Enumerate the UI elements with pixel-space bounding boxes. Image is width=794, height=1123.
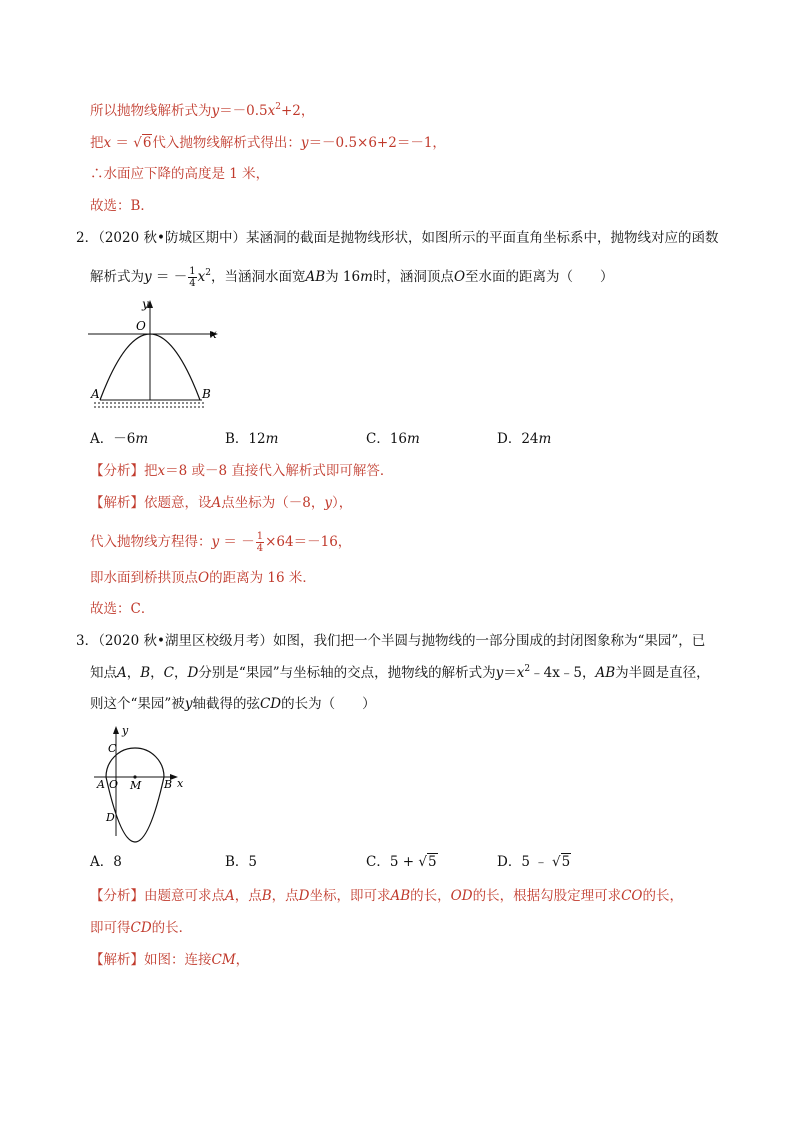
q2-option-c[interactable]: C．16m bbox=[366, 431, 420, 447]
q3-option-b[interactable]: B．5 bbox=[225, 854, 258, 870]
q3-y-arrow bbox=[113, 726, 119, 734]
q3-figure bbox=[92, 724, 198, 848]
q2-a-label: A bbox=[91, 387, 100, 401]
q2-figure bbox=[86, 296, 226, 412]
q3-stem-line-3: 则这个“果园”被y轴截得的弦CD的长为（ ） bbox=[90, 696, 376, 712]
q3-analysis-1: 【分析】由题意可求点A，点B，点D坐标，即可求AB的长，OD的长，根据勾股定理可求CO的长， bbox=[90, 888, 683, 904]
q2-stem-line-2: 解析式为y ＝ － $\frac{1}{4}$ $x^2$，当涵洞水面宽AB为 16m时，涵洞顶点O至水面的距离为（ ） bbox=[90, 266, 614, 289]
q2-x-label: x bbox=[210, 327, 217, 341]
q3-solution-1: 【解析】如图：连接CM， bbox=[90, 952, 250, 968]
q3-stem-line-1: 3．（2020 秋•湖里区校级月考）如图，我们把一个半圆与抛物线的一部分围成的封闭图象称为“果园”，已 bbox=[76, 633, 706, 649]
q2-b-label: B bbox=[202, 387, 211, 401]
q3-m-label: M bbox=[130, 779, 142, 792]
prev-line-2: 把x ＝ √6代入抛物线解析式得出：y＝－0.5×6+2＝－1， bbox=[90, 135, 446, 151]
q2-option-b[interactable]: B．12m bbox=[225, 431, 279, 447]
q2-solution-1: 【解析】依题意，设A点坐标为（－8，y）， bbox=[90, 495, 353, 511]
prev-line-1: 所以抛物线解析式为$y=-0.5x^2+2$， bbox=[90, 102, 315, 119]
q2-solution-3: 即水面到桥拱顶点O的距离为 16 米． bbox=[90, 570, 316, 586]
q2-choose: 故选：C． bbox=[90, 601, 155, 617]
q3-o-label: O bbox=[109, 778, 119, 791]
fraction-one-quarter: $\frac{1}{4}$ bbox=[189, 266, 196, 289]
prev-line-4: 故选：B． bbox=[90, 198, 154, 214]
fraction-one-quarter-solution: $\frac{1}{4}$ bbox=[256, 531, 264, 554]
prev-line-3: ∴水面应下降的高度是 1 米， bbox=[90, 166, 270, 182]
q3-x-label: x bbox=[177, 777, 184, 790]
q2-solution-2: 代入抛物线方程得：y ＝ － $\frac{1}{4}$ ×64＝－16， bbox=[90, 531, 352, 554]
q2-analysis: 【分析】把x＝8 或－8 直接代入解析式即可解答． bbox=[90, 463, 394, 479]
q2-stem-line-1: 2．（2020 秋•防城区期中）某涵洞的截面是抛物线形状，如图所示的平面直角坐标系中，抛物线对应的函数 bbox=[76, 230, 719, 246]
q3-option-d[interactable]: D．5 ﹣ √5 bbox=[497, 854, 571, 870]
q2-option-d[interactable]: D．24m bbox=[497, 431, 552, 447]
q2-option-a[interactable]: A．－6m bbox=[90, 431, 149, 447]
q3-analysis-2: 即可得CD的长． bbox=[90, 920, 193, 936]
q2-y-label: y bbox=[142, 297, 149, 311]
q3-stem-line-2: 知点A，B，C，D分别是“果园”与坐标轴的交点，抛物线的解析式为$y=x^2﹣4x﹣5$，AB为半圆是直径， bbox=[90, 664, 710, 681]
q3-b-label: B bbox=[164, 778, 173, 791]
q3-d-label: D bbox=[106, 811, 115, 824]
q3-a-label: A bbox=[97, 778, 105, 791]
q3-option-c[interactable]: C．5 + √5 bbox=[366, 854, 437, 870]
sqrt-5: √5 bbox=[552, 854, 571, 870]
q3-option-a[interactable]: A．8 bbox=[90, 854, 122, 870]
q2-o-label: O bbox=[136, 319, 146, 333]
q3-c-label: C bbox=[108, 742, 117, 755]
sqrt-6: √6 bbox=[133, 135, 152, 151]
sqrt-5: √5 bbox=[418, 854, 437, 870]
q3-y-label: y bbox=[122, 724, 129, 737]
